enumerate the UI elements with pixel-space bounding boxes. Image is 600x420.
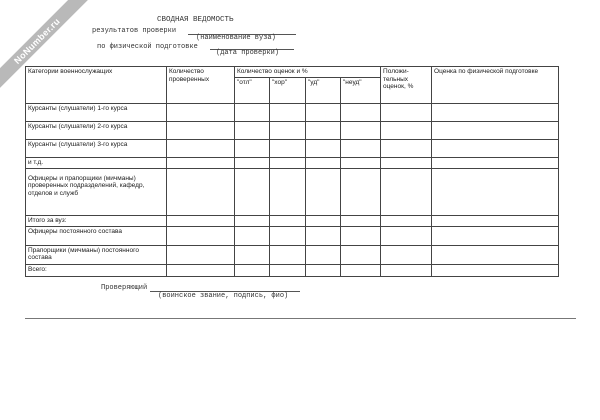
col-category-header: Категории военнослужащих (26, 67, 167, 104)
col-grades-header: Количество оценок и % (235, 67, 381, 78)
university-name-hint: (наименование вуза) (196, 34, 276, 42)
row-label: Курсанты (слушатели) 2-го курса (26, 121, 167, 139)
row-label: Всего: (26, 264, 167, 276)
col-score-header: Оценка по физической подготовке (432, 67, 559, 104)
col-positive-header: Положи-тельных оценок, % (381, 67, 432, 104)
row-label: и т.д. (26, 157, 167, 168)
inspector-label: Проверяющий (101, 284, 148, 292)
row-label: Прапорщики (мичманы) постоянного состава (26, 245, 167, 264)
grade-unsatisfactory-header: "неуд" (341, 77, 381, 103)
page-divider (25, 318, 576, 319)
header-row (26, 67, 559, 78)
check-date-hint: (дата проверки) (216, 49, 280, 57)
grade-excellent-header: "отл" (235, 77, 270, 103)
table-row (26, 264, 559, 276)
document-title: СВОДНАЯ ВЕДОМОСТЬ (157, 16, 234, 24)
inspector-hint: (воинское звание, подпись, фио) (158, 292, 289, 300)
col-checked-header: Количество проверенных (167, 67, 235, 104)
table-row (26, 103, 559, 121)
table-row (26, 215, 559, 226)
row-label: Курсанты (слушатели) 3-го курса (26, 139, 167, 157)
header-line2-label: по физической подготовке (97, 43, 198, 51)
row-label: Курсанты (слушатели) 1-го курса (26, 103, 167, 121)
summary-table (25, 66, 559, 277)
table-row (26, 121, 559, 139)
table-row (26, 245, 559, 264)
row-label: Офицеры и прапорщики (мичманы) проверенных подразделений, кафедр, отделов и служб (26, 168, 167, 215)
row-label: Офицеры постоянного состава (26, 226, 167, 245)
header-line1-label: результатов проверки (92, 27, 177, 35)
row-label: Итого за вуз: (26, 215, 167, 226)
table-row (26, 226, 559, 245)
table-row (26, 168, 559, 215)
watermark: NoNumber.ru (0, 0, 88, 92)
grade-satisfactory-header: "уд" (306, 77, 341, 103)
table-row (26, 157, 559, 168)
grade-good-header: "хор" (270, 77, 306, 103)
table-row (26, 139, 559, 157)
